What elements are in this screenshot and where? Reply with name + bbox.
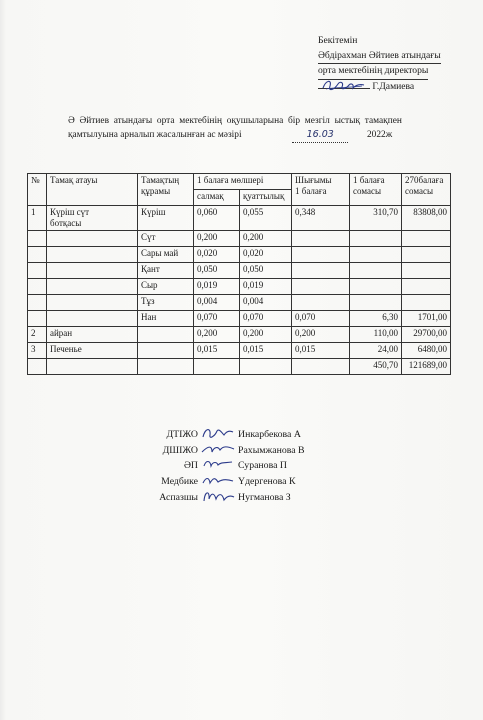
row-ingredient (138, 343, 194, 359)
intro-line-2: қамтылуына арналып жасалынған ас мәзірі (68, 130, 242, 140)
header-composition: Тамақтың құрамы (138, 174, 194, 206)
row-cost (350, 295, 402, 311)
signatory-role: ӘП (183, 460, 198, 472)
signatory-role: Аспазшы (159, 491, 198, 503)
approval-line-1: Әбдірахман Әйтиев атындағы (318, 49, 441, 65)
signatory-name: Үдергенова К (238, 476, 296, 488)
row-dish-name (47, 311, 138, 327)
table-row (28, 206, 451, 231)
row-output: 0,015 (292, 343, 350, 359)
row-gross (194, 359, 240, 375)
row-net: 0,020 (240, 247, 292, 263)
row-net: 0,019 (240, 279, 292, 295)
row-cost: 310,70 (350, 206, 402, 231)
header-cost: 1 балаға сомасы (350, 174, 402, 206)
row-net: 0,070 (240, 311, 292, 327)
table-row (28, 279, 451, 295)
signatory-role: ДШІЖО (162, 444, 198, 456)
director-name: Г.Дамиева (372, 80, 415, 92)
row-total (402, 247, 451, 263)
row-dish-name (47, 231, 138, 247)
row-total: 83808,00 (402, 206, 451, 231)
row-dish-name: Печенье (47, 343, 138, 359)
row-ingredient: Нан (138, 311, 194, 327)
approval-block (318, 34, 478, 94)
row-gross: 0,004 (194, 295, 240, 311)
row-ingredient: Сары май (138, 247, 194, 263)
row-num: 2 (28, 327, 47, 343)
signatory-name: Инкарбекова А (238, 429, 301, 440)
signatory-name: Суранова П (238, 460, 287, 472)
signature-mark (200, 487, 236, 505)
row-gross: 0,060 (194, 206, 240, 231)
row-num (28, 279, 47, 295)
row-cost: 6,30 (350, 311, 402, 327)
row-gross: 0,019 (194, 279, 240, 295)
row-num (28, 359, 47, 375)
row-ingredient: Күріш (138, 206, 194, 231)
row-total: 121689,00 (402, 359, 451, 375)
row-total (402, 295, 451, 311)
row-dish-name (47, 263, 138, 279)
signatory-name: Нугманова З (238, 491, 291, 503)
row-output (292, 231, 350, 247)
row-total (402, 231, 451, 247)
row-num: 3 (28, 343, 47, 359)
row-output (292, 279, 350, 295)
row-net: 0,015 (240, 343, 292, 359)
row-total: 29700,00 (402, 327, 451, 343)
table-row (28, 359, 451, 375)
row-output (292, 359, 350, 375)
row-cost: 110,00 (350, 327, 402, 343)
intro-year: 2022ж (366, 130, 393, 140)
row-cost (350, 247, 402, 263)
row-total (402, 263, 451, 279)
row-gross: 0,050 (194, 263, 240, 279)
header-num: № (28, 174, 47, 206)
table-row (28, 295, 451, 311)
row-ingredient (138, 359, 194, 375)
row-net: 0,055 (240, 206, 292, 231)
row-ingredient: Тұз (138, 295, 194, 311)
row-ingredient: Қант (138, 263, 194, 279)
row-ingredient: Сүт (138, 231, 194, 247)
row-num (28, 295, 47, 311)
row-gross: 0,200 (194, 327, 240, 343)
row-net: 0,200 (240, 231, 292, 247)
handwritten-date: 16.03 (292, 128, 348, 143)
row-num: 1 (28, 206, 47, 231)
row-ingredient (138, 327, 194, 343)
row-total: 1701,00 (402, 311, 451, 327)
row-num (28, 263, 47, 279)
table-row (28, 231, 451, 247)
row-cost (350, 263, 402, 279)
table-row (28, 343, 451, 359)
row-gross: 0,020 (194, 247, 240, 263)
row-gross: 0,200 (194, 231, 240, 247)
row-net: 0,050 (240, 263, 292, 279)
intro-text (68, 114, 466, 143)
director-signature (320, 76, 366, 94)
approval-line-2: орта мектебінің директоры (318, 64, 428, 80)
row-dish-name: айран (47, 327, 138, 343)
header-total: 270балаға сомасы (402, 174, 451, 206)
row-cost: 450,70 (350, 359, 402, 375)
row-output (292, 263, 350, 279)
row-net: 0,200 (240, 327, 292, 343)
row-output (292, 247, 350, 263)
row-net (240, 359, 292, 375)
table-row (28, 247, 451, 263)
row-output (292, 295, 350, 311)
intro-line-1: Ә Әйтиев атындағы орта мектебінің оқушыларына бір мезгіл ыстық тамақпен (68, 116, 402, 126)
row-output: 0,348 (292, 206, 350, 231)
row-dish-name (47, 359, 138, 375)
header-net: қуаттылық (240, 190, 292, 206)
signatory-role: Медбике (161, 476, 198, 488)
row-cost (350, 231, 402, 247)
row-num (28, 231, 47, 247)
signatory-name: Рахымжанова В (238, 444, 305, 456)
row-total (402, 279, 451, 295)
header-name: Тамақ атауы (47, 174, 138, 206)
row-dish-name (47, 295, 138, 311)
header-output: Шығымы 1 балаға (292, 174, 350, 206)
row-output: 0,070 (292, 311, 350, 327)
table-row (28, 327, 451, 343)
row-cost: 24,00 (350, 343, 402, 359)
row-dish-name: Күріш сүт ботқасы (47, 206, 138, 231)
row-total: 6480,00 (402, 343, 451, 359)
table-row (28, 263, 451, 279)
row-gross: 0,070 (194, 311, 240, 327)
row-net: 0,004 (240, 295, 292, 311)
header-per-child: 1 балаға мөлшері (194, 174, 292, 190)
row-cost (350, 279, 402, 295)
row-num (28, 247, 47, 263)
row-gross: 0,015 (194, 343, 240, 359)
header-gross: салмақ (194, 190, 240, 206)
row-num (28, 311, 47, 327)
row-output: 0,200 (292, 327, 350, 343)
row-dish-name (47, 279, 138, 295)
menu-table (27, 173, 451, 375)
table-row (28, 311, 451, 327)
row-dish-name (47, 247, 138, 263)
table-header-row (28, 174, 451, 190)
signatory-role: ДТІЖО (166, 429, 198, 440)
approval-heading: Бекітемін (318, 35, 358, 46)
row-ingredient: Сыр (138, 279, 194, 295)
